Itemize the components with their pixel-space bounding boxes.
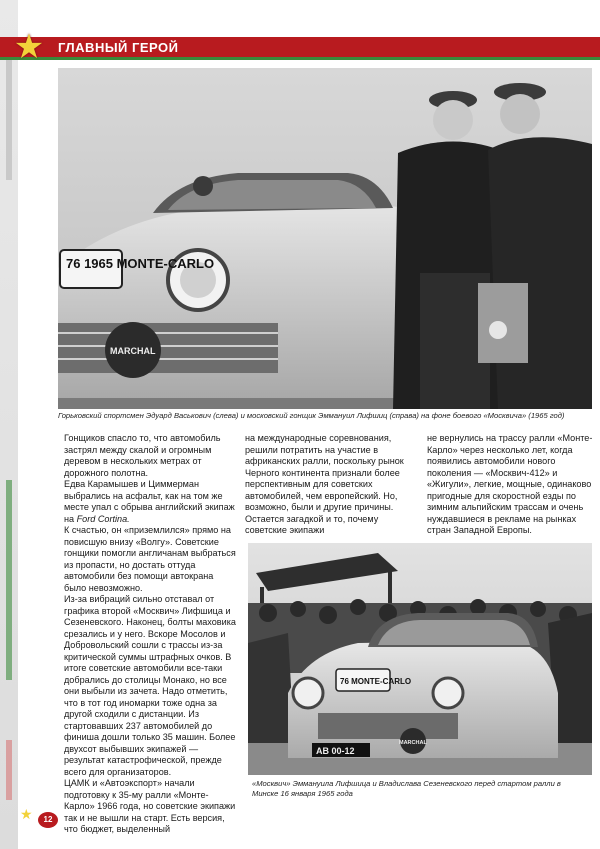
section-title: ГЛАВНЫЙ ГЕРОЙ <box>58 40 179 55</box>
page-number: 12 <box>38 812 58 828</box>
car-model-name: Ford Cortina. <box>76 513 130 524</box>
article-column-3 <box>427 433 593 537</box>
paragraph: ЦАМК и «Автоэкспорт» начали подготовку к 35-му ралли «Монте-Карло» 1966 года, но советские экипажи так и не вышли на старт. Есть версия, что бюджет, выделенный <box>64 778 236 834</box>
paragraph: на международные соревнования, решили потратить на участие в африканских ралли, поскольку рынок Черного континента признали более перспективным для советских автомобилей, чем европейский. Но, возможно, были и другие причины. Остается загадкой и то, почему советские экипажи <box>245 433 404 535</box>
rally-plate-text: 76 MONTE-CARLO <box>340 677 412 686</box>
main-photo <box>58 68 592 409</box>
marchal-badge: MARCHAL <box>399 740 427 746</box>
secondary-photo-caption: «Москвич» Эммануила Лифшица и Владислава Сезеневского перед стартом ралли в Минске 16 января 1965 года <box>252 779 561 798</box>
secondary-photo-illustration <box>248 543 592 775</box>
registration-plate: АВ 00-12 <box>316 746 355 756</box>
main-photo-illustration <box>58 68 592 409</box>
paragraph <box>64 479 236 525</box>
article-column-1 <box>64 433 236 836</box>
gutter-stripe <box>6 740 12 800</box>
secondary-photo <box>248 543 592 775</box>
gutter-stripe <box>6 60 12 180</box>
paragraph: Из-за вибраций сильно отставал от графика второй «Москвич» Лифшица и Сезеневского. Наконец, болты маховика срезались и у него. Вскоре Мосолов и Добровольский сошли с трассы из-за критической суммы штрафных очков. В итоге советские автомобили все-таки добрались до столицы Монако, но все они выбыли из зачета. Надо отметить, что в тот год иномарки тоже одна за другой сходили с дистанции. Из стартовавших 237 автомобилей до финиша дошли только 35 машин. Более двухсот выбывших экипажей — результат катастрофической, прежде всего для организаторов. <box>64 594 236 777</box>
marchal-badge: MARCHAL <box>110 346 156 356</box>
star-icon: ★ <box>13 28 45 66</box>
paragraph: К счастью, он «приземлился» прямо на повисшую внизу «Волгу». Советские гонщики помогли англичанам выбраться из пропасти, но достать оттуда автомобили без помощи автокрана было невозможно. <box>64 525 236 593</box>
article-column-2 <box>245 433 418 537</box>
gutter-stripe <box>6 480 12 680</box>
star-icon: ★ <box>20 806 33 822</box>
paragraph-text: Едва Карамышев и Циммерман выбрались на асфальт, как на том же месте упал с обрыва английский экипаж на <box>64 479 235 524</box>
main-photo-caption: Горьковский спортсмен Эдуард Васькович (слева) и московский гонщик Эммануил Лифшиц (справа) на фоне боевого «Москвича» (1965 год) <box>58 411 565 420</box>
paragraph: не вернулись на трассу ралли «Монте-Карло» через несколько лет, когда появились автомобили нового поколения — «Москвич-412» и «Жигули», легкие, мощные, одинаково пригодные для скоростной езды по зимним альпийским трассам и очень нуждавшиеся в рекламе на рынках стран Западной Европы. <box>427 433 593 535</box>
rally-plate-text: 76 1965 MONTE-CARLO <box>66 256 215 271</box>
paragraph: Гонщиков спасло то, что автомобиль застрял между скалой и огромным деревом в нескольких метрах от дорожного полотна. <box>64 433 221 478</box>
page-gutter <box>0 0 18 849</box>
